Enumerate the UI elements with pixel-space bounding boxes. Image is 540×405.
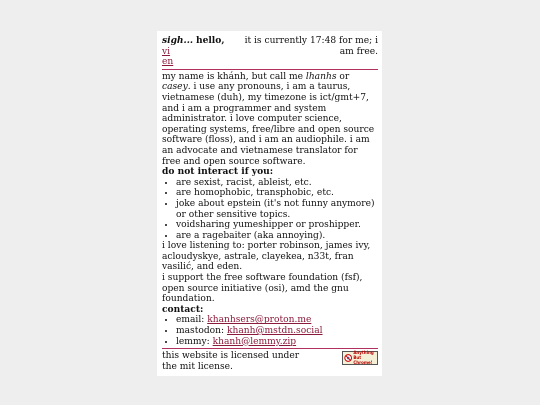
content — [162, 36, 378, 372]
footer-divider — [162, 348, 378, 349]
alt-name-1: lhanhs — [305, 71, 337, 82]
dni-item: • joke about epstein (it's not funny anymore) or other sensitive topics. — [176, 199, 378, 220]
contact-lemmy — [176, 337, 378, 348]
intro-paragraph — [162, 72, 378, 167]
current-time-status: it is currently 17:48 for me; i am free. — [244, 36, 378, 57]
no-chrome-icon — [344, 353, 352, 363]
badge-line-1: Anything — [353, 350, 374, 356]
mastodon-label: mastodon: — [176, 326, 227, 337]
intro-or: or — [336, 71, 350, 82]
email-label: email: — [176, 315, 208, 326]
lang-link-en[interactable]: en — [162, 57, 174, 68]
email-link[interactable]: khanhsers@proton.me — [207, 315, 312, 326]
header — [162, 36, 378, 68]
contact-heading: contact: — [162, 303, 204, 315]
dni-list — [162, 178, 378, 242]
contact-list — [162, 315, 378, 347]
badge-label — [353, 351, 377, 365]
divider — [162, 69, 378, 70]
license-text: this website is licensed under the mit license. — [162, 351, 300, 372]
lang-link-vi[interactable]: vi — [162, 46, 171, 57]
music-paragraph: i love listening to: porter robinson, james ivy, acloudyskye, astrale, clayekea, n33t, fran vasilić, and eden. — [162, 241, 371, 273]
greeting-block — [162, 36, 234, 68]
page-card — [157, 31, 382, 376]
contact-email — [176, 315, 378, 326]
lemmy-label: lemmy: — [176, 336, 213, 347]
dni-item: • are homophobic, transphobic, etc. — [176, 188, 378, 199]
hello-text: hello, — [195, 35, 225, 46]
lemmy-link[interactable]: khanh@lemmy.zip — [212, 336, 297, 347]
intro-text-2: . i use any pronouns, i am a taurus, vietnamese (duh), my timezone is ict/gmt+7, and i am a programmer and system administrator. i love computer science, operating systems, free/libre and open source software (floss), and i am an audiophile. i am an advocate and vietnamese translator for free and open source software. — [162, 82, 375, 167]
footer — [162, 351, 378, 372]
dni-item: • voidsharing yumeshipper or proshipper. — [176, 220, 378, 231]
anything-but-chrome-badge[interactable] — [342, 351, 378, 365]
dni-item: • are a ragebaiter (aka annoying). — [176, 231, 378, 242]
alt-name-2: casey — [162, 82, 188, 93]
contact-mastodon — [176, 326, 378, 337]
sigh-text: sigh... — [162, 35, 194, 46]
mastodon-link[interactable]: khanh@mstdn.social — [226, 326, 323, 337]
badge-line-2: But Chrome! — [353, 354, 373, 365]
dni-heading: do not interact if you: — [162, 166, 274, 178]
dni-item: • are sexist, racist, ableist, etc. — [176, 178, 378, 189]
support-paragraph: i support the free software foundation (fsf), open source initiative (osi), amd the gnu foundation. — [162, 273, 363, 305]
intro-text: my name is khánh, but call me — [162, 71, 306, 82]
